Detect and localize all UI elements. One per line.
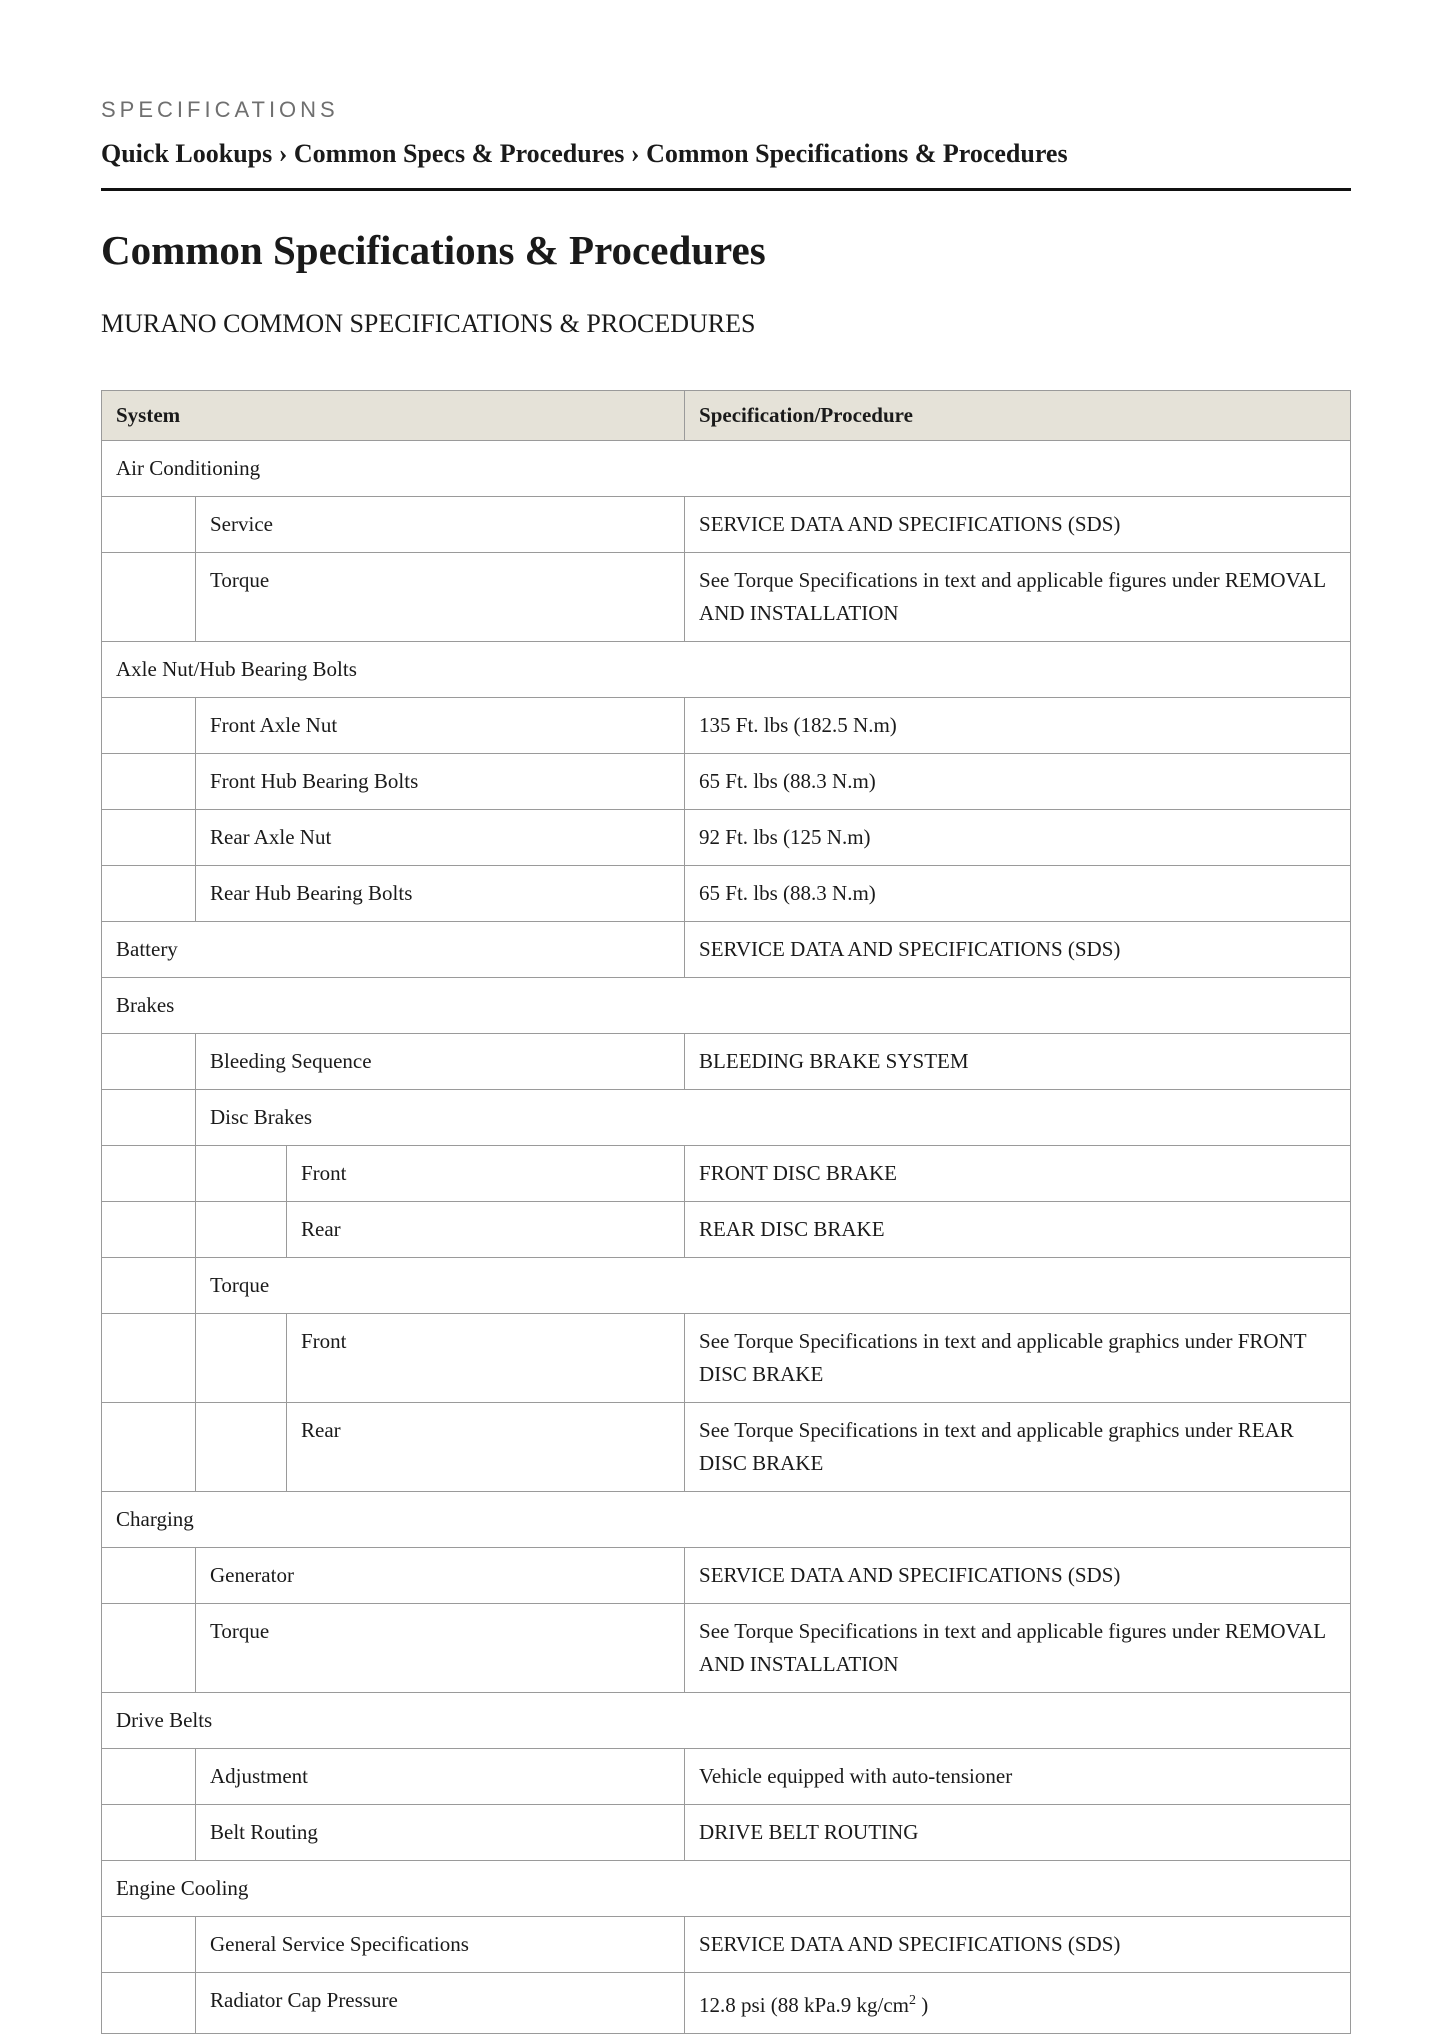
indent-cell — [102, 497, 196, 553]
page-title: Common Specifications & Procedures — [101, 227, 766, 273]
system-cell: Service — [196, 497, 685, 553]
spec-text: SERVICE DATA AND SPECIFICATIONS (SDS) — [699, 512, 1121, 536]
system-cell: Air Conditioning — [102, 441, 1351, 497]
table-row — [102, 1805, 1351, 1861]
spec-cell — [685, 1917, 1351, 1973]
spec-text: 12.8 psi (88 kPa.9 kg/cm — [699, 1993, 910, 2017]
spec-text: See Torque Specifications in text and applicable figures under REMOVAL AND INSTALLATION — [699, 568, 1326, 625]
spec-text: 135 Ft. lbs (182.5 N.m) — [699, 713, 897, 737]
system-cell: Front — [287, 1146, 685, 1202]
indent-cell — [102, 1146, 196, 1202]
system-cell: General Service Specifications — [196, 1917, 685, 1973]
spec-cell — [685, 1034, 1351, 1090]
table-row — [102, 978, 1351, 1034]
indent-cell — [102, 754, 196, 810]
table-row — [102, 810, 1351, 866]
specs-table-body — [102, 441, 1351, 2034]
table-row — [102, 1693, 1351, 1749]
indent-cell — [102, 1202, 196, 1258]
indent-cell — [102, 1805, 196, 1861]
indent-cell — [102, 1973, 196, 2034]
spec-cell — [685, 1604, 1351, 1693]
indent-cell — [102, 1917, 196, 1973]
system-cell: Front — [287, 1314, 685, 1403]
spec-text-suffix: ) — [916, 1993, 929, 2017]
spec-cell — [685, 553, 1351, 642]
system-cell: Rear Hub Bearing Bolts — [196, 866, 685, 922]
column-header-spec: Specification/Procedure — [685, 391, 1351, 441]
system-cell: Engine Cooling — [102, 1861, 1351, 1917]
system-cell: Rear Axle Nut — [196, 810, 685, 866]
table-row — [102, 553, 1351, 642]
table-row — [102, 1090, 1351, 1146]
indent-cell — [196, 1314, 287, 1403]
indent-cell — [102, 1604, 196, 1693]
indent-cell — [102, 698, 196, 754]
spec-text: DRIVE BELT ROUTING — [699, 1820, 919, 1844]
system-cell: Drive Belts — [102, 1693, 1351, 1749]
indent-cell — [102, 810, 196, 866]
table-row — [102, 1492, 1351, 1548]
spec-text: 65 Ft. lbs (88.3 N.m) — [699, 769, 876, 793]
table-row — [102, 1861, 1351, 1917]
system-cell: Rear — [287, 1202, 685, 1258]
system-cell: Torque — [196, 553, 685, 642]
spec-text: Vehicle equipped with auto-tensioner — [699, 1764, 1013, 1788]
indent-cell — [102, 1090, 196, 1146]
system-cell: Front Axle Nut — [196, 698, 685, 754]
system-cell: Brakes — [102, 978, 1351, 1034]
indent-cell — [102, 866, 196, 922]
indent-cell — [102, 1034, 196, 1090]
header-divider — [101, 188, 1351, 191]
system-cell: Battery — [102, 922, 685, 978]
system-cell: Front Hub Bearing Bolts — [196, 754, 685, 810]
spec-text: BLEEDING BRAKE SYSTEM — [699, 1049, 969, 1073]
system-cell: Generator — [196, 1548, 685, 1604]
table-row — [102, 1403, 1351, 1492]
spec-text: See Torque Specifications in text and applicable graphics under REAR DISC BRAKE — [699, 1418, 1294, 1475]
table-row — [102, 1314, 1351, 1403]
table-row — [102, 1973, 1351, 2034]
table-row — [102, 754, 1351, 810]
spec-text: See Torque Specifications in text and applicable graphics under FRONT DISC BRAKE — [699, 1329, 1307, 1386]
table-header-row — [102, 391, 1351, 441]
spec-text: 92 Ft. lbs (125 N.m) — [699, 825, 871, 849]
system-cell: Torque — [196, 1258, 1351, 1314]
system-cell: Rear — [287, 1403, 685, 1492]
system-cell: Belt Routing — [196, 1805, 685, 1861]
table-row — [102, 698, 1351, 754]
indent-cell — [102, 1314, 196, 1403]
table-row — [102, 1917, 1351, 1973]
indent-cell — [196, 1146, 287, 1202]
breadcrumb: Quick Lookups › Common Specs & Procedures › Common Specifications & Procedures — [101, 139, 1068, 168]
spec-cell — [685, 1548, 1351, 1604]
spec-cell — [685, 1973, 1351, 2034]
indent-cell — [196, 1202, 287, 1258]
spec-text: FRONT DISC BRAKE — [699, 1161, 898, 1185]
spec-cell — [685, 1202, 1351, 1258]
indent-cell — [102, 553, 196, 642]
indent-cell — [196, 1403, 287, 1492]
spec-cell — [685, 1403, 1351, 1492]
table-row — [102, 1202, 1351, 1258]
spec-cell — [685, 810, 1351, 866]
spec-text: SERVICE DATA AND SPECIFICATIONS (SDS) — [699, 937, 1121, 961]
table-row — [102, 866, 1351, 922]
section-label: SPECIFICATIONS — [101, 97, 339, 122]
system-cell: Radiator Cap Pressure — [196, 1973, 685, 2034]
table-row — [102, 1146, 1351, 1202]
spec-cell — [685, 1146, 1351, 1202]
indent-cell — [102, 1403, 196, 1492]
spec-text: SERVICE DATA AND SPECIFICATIONS (SDS) — [699, 1563, 1121, 1587]
system-cell: Torque — [196, 1604, 685, 1693]
system-cell: Charging — [102, 1492, 1351, 1548]
spec-cell — [685, 1749, 1351, 1805]
table-row — [102, 922, 1351, 978]
spec-text: SERVICE DATA AND SPECIFICATIONS (SDS) — [699, 1932, 1121, 1956]
spec-text: See Torque Specifications in text and applicable figures under REMOVAL AND INSTALLATION — [699, 1619, 1326, 1676]
spec-cell — [685, 698, 1351, 754]
indent-cell — [102, 1749, 196, 1805]
spec-text: REAR DISC BRAKE — [699, 1217, 885, 1241]
spec-cell — [685, 497, 1351, 553]
table-row — [102, 441, 1351, 497]
spec-cell — [685, 866, 1351, 922]
table-row — [102, 1749, 1351, 1805]
indent-cell — [102, 1258, 196, 1314]
system-cell: Adjustment — [196, 1749, 685, 1805]
table-row — [102, 1258, 1351, 1314]
system-cell: Axle Nut/Hub Bearing Bolts — [102, 642, 1351, 698]
spec-superscript: 2 — [909, 1993, 917, 2008]
spec-cell — [685, 922, 1351, 978]
system-cell: Bleeding Sequence — [196, 1034, 685, 1090]
spec-text: 65 Ft. lbs (88.3 N.m) — [699, 881, 876, 905]
table-row — [102, 1604, 1351, 1693]
specs-table — [101, 390, 1351, 2034]
spec-cell — [685, 1314, 1351, 1403]
table-row — [102, 642, 1351, 698]
table-row — [102, 1548, 1351, 1604]
page-subtitle: MURANO COMMON SPECIFICATIONS & PROCEDURES — [101, 309, 756, 338]
indent-cell — [102, 1548, 196, 1604]
spec-cell — [685, 1805, 1351, 1861]
table-row — [102, 1034, 1351, 1090]
system-cell: Disc Brakes — [196, 1090, 1351, 1146]
table-row — [102, 497, 1351, 553]
spec-cell — [685, 754, 1351, 810]
column-header-system: System — [102, 391, 685, 441]
